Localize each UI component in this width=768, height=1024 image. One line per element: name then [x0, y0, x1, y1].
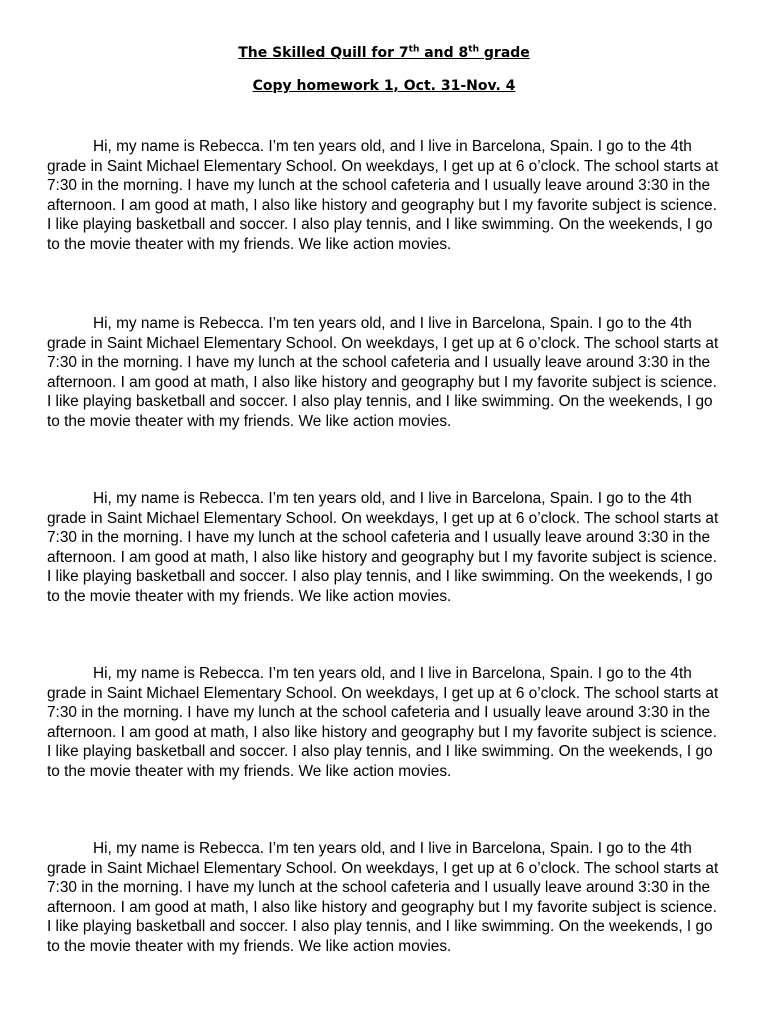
- document-subtitle: Copy homework 1, Oct. 31-Nov. 4: [252, 78, 516, 94]
- copy-paragraph-3: Hi, my name is Rebecca. I’m ten years old, and I live in Barcelona, Spain. I go to the 4th grade in Saint Michael Elementary School. On weekdays, I get up at 6 o’clock. The school starts at 7:30 in the morning. I have my lunch at the school cafeteria and I usually leave around 3:30 in the afternoon. I am good at math, I also like history and geography but I my favorite subject is science. I like playing basketball and soccer. I also play tennis, and I like swimming. On the weekends, I go to the movie theater with my friends. We like action movies.: [47, 490, 719, 605]
- title-prefix: The Skilled Quill for 7: [238, 45, 409, 61]
- copy-paragraph-1: Hi, my name is Rebecca. I’m ten years old, and I live in Barcelona, Spain. I go to the 4th grade in Saint Michael Elementary School. On weekdays, I get up at 6 o’clock. The school starts at 7:30 in the morning. I have my lunch at the school cafeteria and I usually leave around 3:30 in the afternoon. I am good at math, I also like history and geography but I my favorite subject is science. I like playing basketball and soccer. I also play tennis, and I like swimming. On the weekends, I go to the movie theater with my friends. We like action movies.: [47, 138, 719, 253]
- copy-paragraph-5: Hi, my name is Rebecca. I’m ten years old, and I live in Barcelona, Spain. I go to the 4th grade in Saint Michael Elementary School. On weekdays, I get up at 6 o’clock. The school starts at 7:30 in the morning. I have my lunch at the school cafeteria and I usually leave around 3:30 in the afternoon. I am good at math, I also like history and geography but I my favorite subject is science. I like playing basketball and soccer. I also play tennis, and I like swimming. On the weekends, I go to the movie theater with my friends. We like action movies.: [47, 840, 719, 955]
- title-ordinal-suffix-8th: th: [468, 44, 480, 55]
- document-title: [0, 45, 768, 61]
- title-ordinal-suffix-7th: th: [408, 44, 420, 55]
- copy-paragraph-2: Hi, my name is Rebecca. I’m ten years old, and I live in Barcelona, Spain. I go to the 4th grade in Saint Michael Elementary School. On weekdays, I get up at 6 o’clock. The school starts at 7:30 in the morning. I have my lunch at the school cafeteria and I usually leave around 3:30 in the afternoon. I am good at math, I also like history and geography but I my favorite subject is science. I like playing basketball and soccer. I also play tennis, and I like swimming. On the weekends, I go to the movie theater with my friends. We like action movies.: [47, 315, 719, 430]
- title-middle: and 8: [419, 45, 469, 61]
- copy-paragraph-4: Hi, my name is Rebecca. I’m ten years old, and I live in Barcelona, Spain. I go to the 4th grade in Saint Michael Elementary School. On weekdays, I get up at 6 o’clock. The school starts at 7:30 in the morning. I have my lunch at the school cafeteria and I usually leave around 3:30 in the afternoon. I am good at math, I also like history and geography but I my favorite subject is science. I like playing basketball and soccer. I also play tennis, and I like swimming. On the weekends, I go to the movie theater with my friends. We like action movies.: [47, 665, 719, 780]
- title-suffix: grade: [479, 45, 530, 61]
